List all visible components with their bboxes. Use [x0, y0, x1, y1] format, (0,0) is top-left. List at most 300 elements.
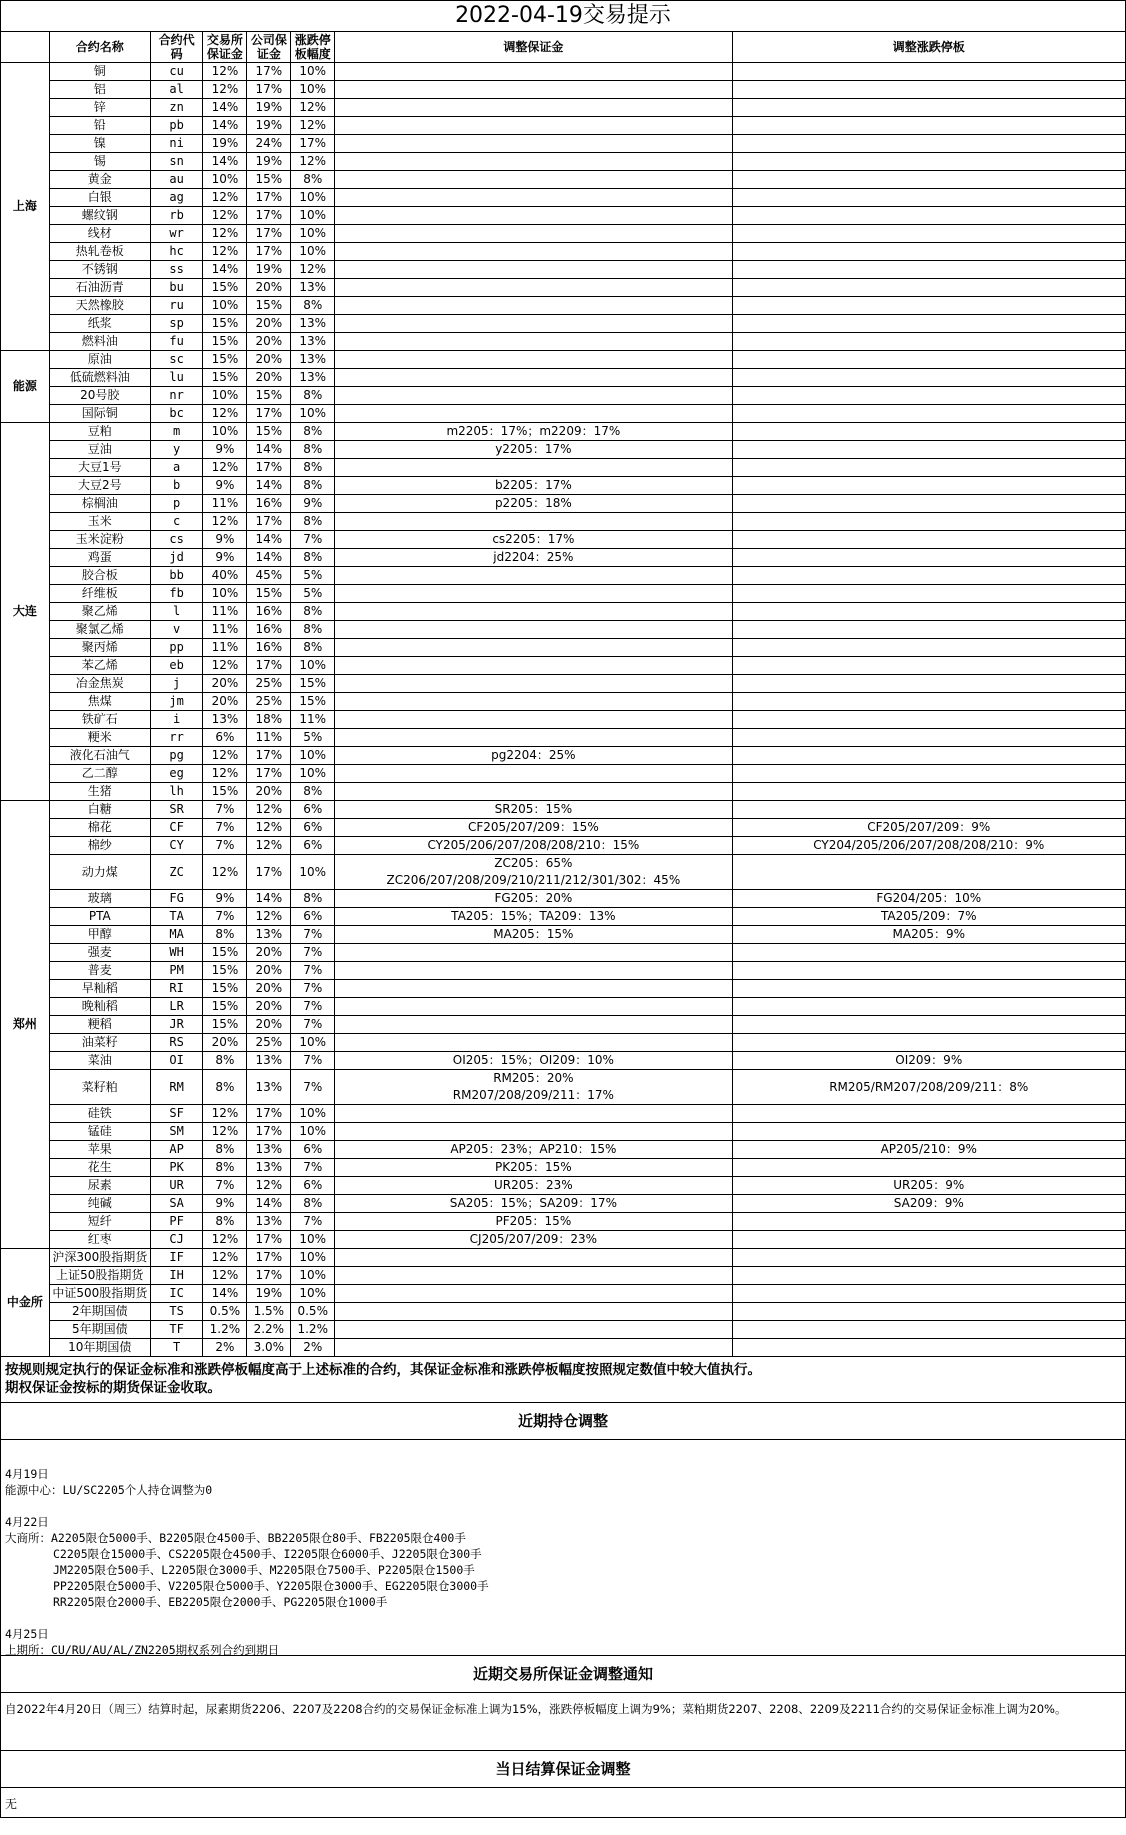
position-group [5, 1626, 1121, 1658]
exchange-margin-cell: 8% [203, 1052, 247, 1070]
contract-code-cell: ZC [150, 855, 203, 890]
adjust-limit-cell [732, 1285, 1125, 1303]
company-margin-cell: 16% [247, 495, 291, 513]
exchange-margin-cell: 12% [203, 243, 247, 261]
company-margin-cell: 11% [247, 729, 291, 747]
company-margin-cell: 13% [247, 926, 291, 944]
contract-code-cell: OI [150, 1052, 203, 1070]
adjust-limit-cell [732, 243, 1125, 261]
adjust-limit-cell: UR205：9% [732, 1177, 1125, 1195]
contract-code-cell: SM [150, 1123, 203, 1141]
adjust-margin-cell: jd2204：25% [335, 549, 732, 567]
company-margin-cell: 20% [247, 998, 291, 1016]
contract-name-cell: 乙二醇 [49, 765, 150, 783]
table-row [1, 729, 1125, 747]
limit-cell: 7% [291, 998, 335, 1016]
contract-code-cell: jd [150, 549, 203, 567]
table-row [1, 423, 1125, 441]
table-row [1, 387, 1125, 405]
adjust-margin-cell [335, 171, 732, 189]
limit-cell: 5% [291, 729, 335, 747]
table-row [1, 837, 1125, 855]
contract-code-cell: ru [150, 297, 203, 315]
limit-cell: 7% [291, 1070, 335, 1105]
header-limit: 涨跌停板幅度 [291, 32, 335, 63]
contract-code-cell: pg [150, 747, 203, 765]
company-margin-cell: 17% [247, 225, 291, 243]
limit-cell: 13% [291, 351, 335, 369]
company-margin-cell: 20% [247, 944, 291, 962]
contract-name-cell: 原油 [49, 351, 150, 369]
exchange-margin-cell: 12% [203, 1105, 247, 1123]
company-margin-cell: 20% [247, 783, 291, 801]
adjust-margin-cell: FG205：20% [335, 890, 732, 908]
exchange-margin-cell: 8% [203, 1141, 247, 1159]
exchange-cell: 上海 [1, 63, 49, 351]
limit-cell: 8% [291, 783, 335, 801]
limit-cell: 7% [291, 1016, 335, 1034]
limit-cell: 10% [291, 855, 335, 890]
adjust-margin-cell [335, 297, 732, 315]
adjust-margin-cell: TA205：15%；TA209：13% [335, 908, 732, 926]
limit-cell: 6% [291, 837, 335, 855]
limit-cell: 9% [291, 495, 335, 513]
contract-code-cell: l [150, 603, 203, 621]
adjust-margin-cell: AP205：23%；AP210：15% [335, 1141, 732, 1159]
table-row [1, 693, 1125, 711]
adjust-margin-line: RM205：20% [493, 1071, 574, 1085]
adjust-margin-cell [335, 63, 732, 81]
adjust-margin-cell [335, 1303, 732, 1321]
company-margin-cell: 17% [247, 1249, 291, 1267]
adjust-limit-cell [732, 117, 1125, 135]
adjust-margin-cell [335, 729, 732, 747]
contract-code-cell: ss [150, 261, 203, 279]
company-margin-cell: 20% [247, 279, 291, 297]
contract-code-cell: bc [150, 405, 203, 423]
adjust-margin-cell [335, 962, 732, 980]
exchange-margin-cell: 12% [203, 657, 247, 675]
contract-code-cell: ni [150, 135, 203, 153]
contract-name-cell: 生猪 [49, 783, 150, 801]
limit-cell: 10% [291, 63, 335, 81]
position-line: 能源中心：LU/SC2205个人持仓调整为0 [5, 1483, 213, 1497]
limit-cell: 7% [291, 944, 335, 962]
table-row [1, 189, 1125, 207]
table-row [1, 1285, 1125, 1303]
exchange-margin-cell: 6% [203, 729, 247, 747]
company-margin-cell: 17% [247, 207, 291, 225]
contract-name-cell: 白银 [49, 189, 150, 207]
adjust-margin-cell [335, 369, 732, 387]
company-margin-cell: 19% [247, 99, 291, 117]
exchange-margin-cell: 20% [203, 675, 247, 693]
contract-code-cell: sc [150, 351, 203, 369]
company-margin-cell: 14% [247, 477, 291, 495]
limit-cell: 10% [291, 189, 335, 207]
limit-cell: 7% [291, 1213, 335, 1231]
adjust-limit-cell [732, 962, 1125, 980]
contract-name-cell: 动力煤 [49, 855, 150, 890]
adjust-limit-cell [732, 1303, 1125, 1321]
company-margin-cell: 17% [247, 747, 291, 765]
contract-code-cell: pp [150, 639, 203, 657]
adjust-margin-cell: SA205：15%；SA209：17% [335, 1195, 732, 1213]
contract-code-cell: IC [150, 1285, 203, 1303]
limit-cell: 7% [291, 1052, 335, 1070]
table-row [1, 603, 1125, 621]
adjust-limit-cell: CF205/207/209：9% [732, 819, 1125, 837]
company-margin-cell: 17% [247, 189, 291, 207]
contract-code-cell: eb [150, 657, 203, 675]
adjust-margin-cell: p2205：18% [335, 495, 732, 513]
table-row [1, 441, 1125, 459]
exchange-margin-cell: 12% [203, 189, 247, 207]
exchange-margin-cell: 12% [203, 1123, 247, 1141]
limit-cell: 13% [291, 333, 335, 351]
limit-cell: 15% [291, 693, 335, 711]
contract-name-cell: 粳米 [49, 729, 150, 747]
adjust-margin-cell: pg2204：25% [335, 747, 732, 765]
limit-cell: 7% [291, 531, 335, 549]
limit-cell: 10% [291, 207, 335, 225]
contract-code-cell: IH [150, 1267, 203, 1285]
adjust-margin-cell [335, 333, 732, 351]
company-margin-cell: 17% [247, 855, 291, 890]
adjust-limit-cell: MA205：9% [732, 926, 1125, 944]
limit-cell: 7% [291, 980, 335, 998]
limit-cell: 8% [291, 477, 335, 495]
contract-name-cell: 低硫燃料油 [49, 369, 150, 387]
exchange-margin-cell: 11% [203, 603, 247, 621]
contract-name-cell: 尿素 [49, 1177, 150, 1195]
table-row [1, 639, 1125, 657]
adjust-margin-cell: cs2205：17% [335, 531, 732, 549]
adjust-margin-cell [335, 153, 732, 171]
company-margin-cell: 3.0% [247, 1339, 291, 1357]
company-margin-cell: 16% [247, 639, 291, 657]
table-row [1, 549, 1125, 567]
contract-code-cell: b [150, 477, 203, 495]
adjust-limit-cell [732, 531, 1125, 549]
limit-cell: 10% [291, 1034, 335, 1052]
adjust-margin-cell [335, 855, 732, 890]
exchange-margin-cell: 1.2% [203, 1321, 247, 1339]
adjust-limit-cell [732, 693, 1125, 711]
company-margin-cell: 19% [247, 117, 291, 135]
company-margin-cell: 25% [247, 675, 291, 693]
exchange-margin-cell: 14% [203, 153, 247, 171]
adjust-margin-cell: OI205：15%；OI209：10% [335, 1052, 732, 1070]
adjust-margin-cell [335, 405, 732, 423]
contract-name-cell: 豆油 [49, 441, 150, 459]
exchange-margin-cell: 8% [203, 926, 247, 944]
adjust-margin-cell [335, 351, 732, 369]
exchange-margin-cell: 19% [203, 135, 247, 153]
adjust-limit-cell [732, 369, 1125, 387]
company-margin-cell: 15% [247, 423, 291, 441]
contract-code-cell: au [150, 171, 203, 189]
adjust-margin-cell [335, 1034, 732, 1052]
contract-name-cell: 焦煤 [49, 693, 150, 711]
adjust-margin-cell [335, 639, 732, 657]
limit-cell: 10% [291, 1105, 335, 1123]
adjust-margin-cell [335, 1105, 732, 1123]
adjust-margin-cell [335, 585, 732, 603]
adjust-margin-cell [335, 315, 732, 333]
contract-code-cell: SF [150, 1105, 203, 1123]
margin-table [1, 32, 1125, 1357]
company-margin-cell: 20% [247, 1016, 291, 1034]
exchange-margin-cell: 12% [203, 1249, 247, 1267]
company-margin-cell: 17% [247, 459, 291, 477]
table-row [1, 315, 1125, 333]
contract-name-cell: 石油沥青 [49, 279, 150, 297]
company-margin-cell: 15% [247, 585, 291, 603]
company-margin-cell: 14% [247, 1195, 291, 1213]
exchange-margin-cell: 12% [203, 225, 247, 243]
page-title: 2022-04-19交易提示 [1, 1, 1125, 32]
company-margin-cell: 14% [247, 531, 291, 549]
company-margin-cell: 20% [247, 369, 291, 387]
limit-cell: 8% [291, 890, 335, 908]
table-row [1, 1052, 1125, 1070]
adjust-limit-cell [732, 603, 1125, 621]
adjust-limit-cell [732, 99, 1125, 117]
contract-code-cell: bb [150, 567, 203, 585]
contract-name-cell: 胶合板 [49, 567, 150, 585]
contract-name-cell: 锡 [49, 153, 150, 171]
exchange-margin-cell: 15% [203, 962, 247, 980]
rule-note-line: 期权保证金按标的期货保证金收取。 [5, 1380, 221, 1396]
contract-code-cell: TS [150, 1303, 203, 1321]
company-margin-cell: 2.2% [247, 1321, 291, 1339]
contract-code-cell: m [150, 423, 203, 441]
company-margin-cell: 15% [247, 297, 291, 315]
company-margin-cell: 17% [247, 81, 291, 99]
contract-code-cell: TA [150, 908, 203, 926]
margin-table-body [1, 32, 1125, 1357]
company-margin-cell: 15% [247, 387, 291, 405]
limit-cell: 7% [291, 1159, 335, 1177]
limit-cell: 10% [291, 1249, 335, 1267]
adjust-margin-cell [335, 1070, 732, 1105]
exchange-margin-cell: 11% [203, 639, 247, 657]
limit-cell: 17% [291, 135, 335, 153]
limit-cell: 5% [291, 567, 335, 585]
exchange-margin-cell: 7% [203, 819, 247, 837]
exchange-margin-cell: 20% [203, 1034, 247, 1052]
table-row [1, 783, 1125, 801]
contract-name-cell: 液化石油气 [49, 747, 150, 765]
contract-name-cell: 大豆1号 [49, 459, 150, 477]
table-row [1, 63, 1125, 81]
table-row [1, 99, 1125, 117]
exchange-margin-cell: 15% [203, 279, 247, 297]
adjust-limit-cell [732, 63, 1125, 81]
company-margin-cell: 15% [247, 171, 291, 189]
limit-cell: 12% [291, 117, 335, 135]
header-contract-name: 合约名称 [49, 32, 150, 63]
company-margin-cell: 1.5% [247, 1303, 291, 1321]
contract-name-cell: 棕榈油 [49, 495, 150, 513]
adjust-limit-cell [732, 189, 1125, 207]
adjust-margin-cell [335, 135, 732, 153]
table-row [1, 675, 1125, 693]
contract-name-cell: 燃料油 [49, 333, 150, 351]
table-row [1, 855, 1125, 890]
table-row [1, 1016, 1125, 1034]
position-group [5, 1514, 1121, 1610]
company-margin-cell: 17% [247, 513, 291, 531]
adjust-margin-cell: MA205：15% [335, 926, 732, 944]
adjust-margin-cell [335, 765, 732, 783]
adjust-limit-cell: CY204/205/206/207/208/208/210：9% [732, 837, 1125, 855]
company-margin-cell: 45% [247, 567, 291, 585]
limit-cell: 8% [291, 549, 335, 567]
adjust-limit-cell [732, 81, 1125, 99]
position-line: PP2205限仓5000手、V2205限仓5000手、Y2205限仓3000手、EG2205限仓3000手 [53, 1579, 489, 1593]
table-row [1, 297, 1125, 315]
adjust-margin-cell: y2205：17% [335, 441, 732, 459]
contract-name-cell: 苯乙烯 [49, 657, 150, 675]
contract-name-cell: 热轧卷板 [49, 243, 150, 261]
limit-cell: 10% [291, 1231, 335, 1249]
company-margin-cell: 20% [247, 315, 291, 333]
contract-code-cell: sn [150, 153, 203, 171]
contract-code-cell: LR [150, 998, 203, 1016]
contract-code-cell: FG [150, 890, 203, 908]
position-line: C2205限仓15000手、CS2205限仓4500手、I2205限仓6000手、J2205限仓300手 [53, 1547, 482, 1561]
contract-code-cell: AP [150, 1141, 203, 1159]
contract-code-cell: TF [150, 1321, 203, 1339]
contract-name-cell: 线材 [49, 225, 150, 243]
adjust-margin-cell: PK205：15% [335, 1159, 732, 1177]
limit-cell: 13% [291, 369, 335, 387]
table-row [1, 81, 1125, 99]
table-row [1, 998, 1125, 1016]
contract-code-cell: RS [150, 1034, 203, 1052]
adjust-limit-cell [732, 1034, 1125, 1052]
exchange-margin-cell: 12% [203, 747, 247, 765]
adjust-margin-cell [335, 1285, 732, 1303]
exchange-cell: 郑州 [1, 801, 49, 1249]
table-row [1, 531, 1125, 549]
company-margin-cell: 17% [247, 657, 291, 675]
exchange-margin-cell: 9% [203, 531, 247, 549]
adjust-limit-cell [732, 765, 1125, 783]
position-line: 上期所：CU/RU/AU/AL/ZN2205期权系列合约到期日 [5, 1643, 280, 1657]
header-company-margin: 公司保证金 [247, 32, 291, 63]
limit-cell: 10% [291, 225, 335, 243]
company-margin-cell: 12% [247, 908, 291, 926]
contract-code-cell: zn [150, 99, 203, 117]
table-row [1, 819, 1125, 837]
company-margin-cell: 13% [247, 1159, 291, 1177]
table-row [1, 243, 1125, 261]
company-margin-cell: 17% [247, 1123, 291, 1141]
table-row [1, 1195, 1125, 1213]
adjust-limit-cell [732, 980, 1125, 998]
adjust-margin-cell: CJ205/207/209：23% [335, 1231, 732, 1249]
limit-cell: 10% [291, 81, 335, 99]
header-exchange [1, 32, 49, 63]
company-margin-cell: 17% [247, 1105, 291, 1123]
limit-cell: 8% [291, 297, 335, 315]
position-date: 4月22日 [5, 1515, 49, 1529]
adjust-margin-cell [335, 711, 732, 729]
adjust-limit-cell [732, 387, 1125, 405]
limit-cell: 8% [291, 603, 335, 621]
position-section-body [1, 1440, 1125, 1656]
contract-code-cell: SR [150, 801, 203, 819]
company-margin-cell: 25% [247, 693, 291, 711]
table-row [1, 153, 1125, 171]
table-row [1, 135, 1125, 153]
contract-name-cell: 短纤 [49, 1213, 150, 1231]
contract-name-cell: 粳稻 [49, 1016, 150, 1034]
adjust-margin-cell [335, 1016, 732, 1034]
adjust-margin-cell [335, 243, 732, 261]
company-margin-cell: 20% [247, 980, 291, 998]
contract-name-cell: 纸浆 [49, 315, 150, 333]
table-row [1, 495, 1125, 513]
contract-name-cell: 玻璃 [49, 890, 150, 908]
adjust-margin-cell: PF205：15% [335, 1213, 732, 1231]
exchange-margin-cell: 9% [203, 1195, 247, 1213]
adjust-limit-cell [732, 801, 1125, 819]
contract-name-cell: 聚乙烯 [49, 603, 150, 621]
contract-name-cell: 玉米淀粉 [49, 531, 150, 549]
limit-cell: 8% [291, 621, 335, 639]
contract-name-cell: 鸡蛋 [49, 549, 150, 567]
limit-cell: 5% [291, 585, 335, 603]
position-line: JM2205限仓500手、L2205限仓3000手、M2205限仓7500手、P2205限仓1500手 [53, 1563, 475, 1577]
table-row [1, 621, 1125, 639]
adjust-limit-cell: OI209：9% [732, 1052, 1125, 1070]
exchange-margin-cell: 10% [203, 423, 247, 441]
header-adjust-margin: 调整保证金 [335, 32, 732, 63]
exchange-margin-cell: 14% [203, 117, 247, 135]
adjust-limit-cell [732, 153, 1125, 171]
adjust-margin-cell [335, 117, 732, 135]
contract-name-cell: 硅铁 [49, 1105, 150, 1123]
company-margin-cell: 17% [247, 765, 291, 783]
exchange-cell: 能源 [1, 351, 49, 423]
rule-note-line: 按规则规定执行的保证金标准和涨跌停板幅度高于上述标准的合约，其保证金标准和涨跌停板幅度按照规定数值中较大值执行。 [5, 1362, 761, 1378]
contract-code-cell: PF [150, 1213, 203, 1231]
company-margin-cell: 16% [247, 621, 291, 639]
adjust-limit-cell [732, 351, 1125, 369]
limit-cell: 8% [291, 459, 335, 477]
contract-code-cell: RM [150, 1070, 203, 1105]
limit-cell: 8% [291, 1195, 335, 1213]
adjust-margin-cell [335, 944, 732, 962]
adjust-limit-cell [732, 998, 1125, 1016]
contract-code-cell: PM [150, 962, 203, 980]
contract-name-cell: 中证500股指期货 [49, 1285, 150, 1303]
adjust-limit-cell [732, 315, 1125, 333]
exchange-margin-cell: 11% [203, 621, 247, 639]
adjust-margin-cell: b2205：17% [335, 477, 732, 495]
contract-code-cell: lu [150, 369, 203, 387]
adjust-margin-cell [335, 621, 732, 639]
exchange-margin-cell: 10% [203, 585, 247, 603]
exchange-margin-cell: 12% [203, 765, 247, 783]
adjust-limit-cell [732, 944, 1125, 962]
adjust-limit-cell [732, 1321, 1125, 1339]
contract-name-cell: 晚籼稻 [49, 998, 150, 1016]
